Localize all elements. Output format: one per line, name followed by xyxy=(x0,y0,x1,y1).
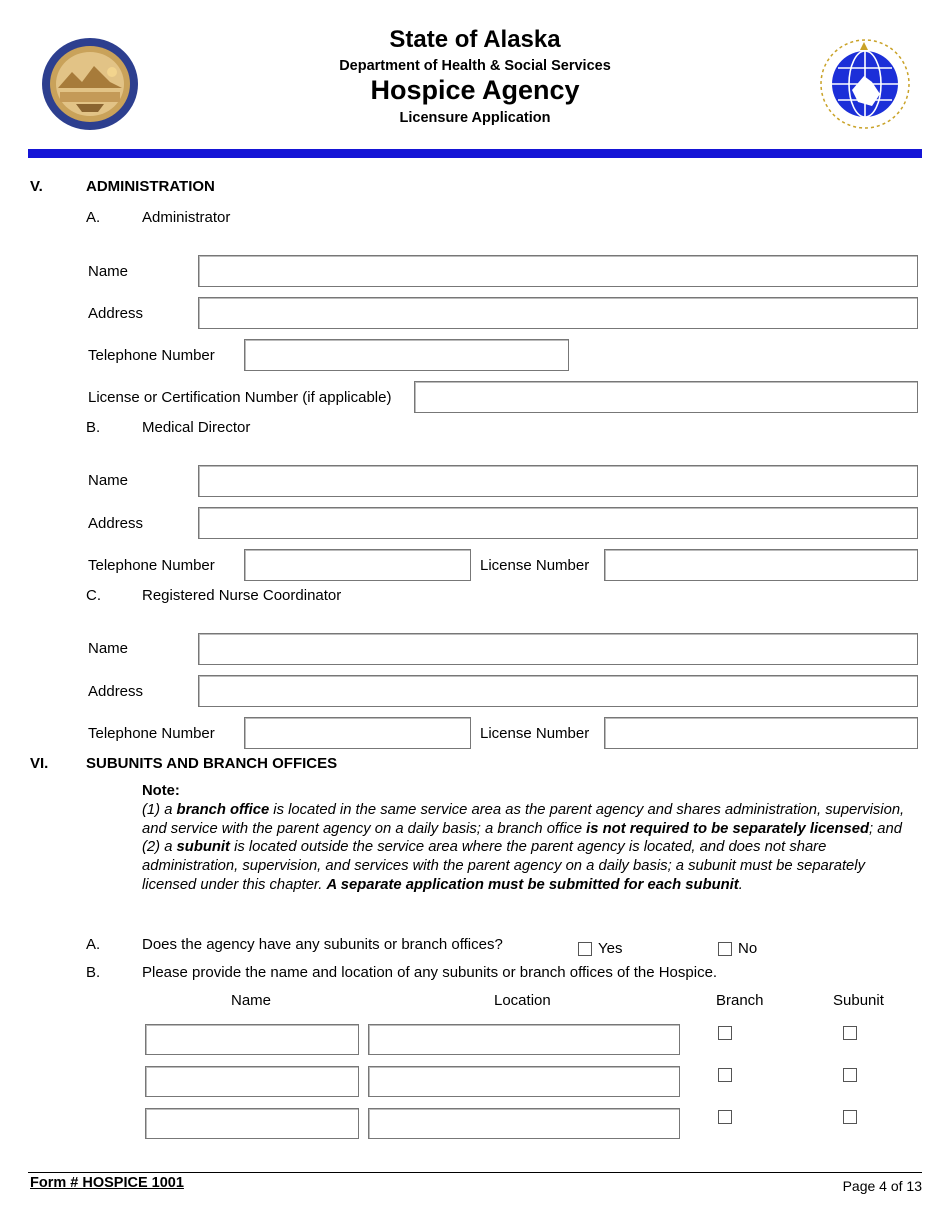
header-divider-bar xyxy=(28,149,922,158)
nurse-telephone-field[interactable] xyxy=(244,717,471,749)
subunit-row-3-location-field[interactable] xyxy=(368,1108,680,1139)
admin-telephone-label: Telephone Number xyxy=(88,347,215,364)
page-number: Page 4 of 13 xyxy=(842,1178,922,1194)
column-header-name: Name xyxy=(231,992,272,1009)
nurse-name-field[interactable] xyxy=(198,633,918,665)
nurse-address-field[interactable] xyxy=(198,675,918,707)
state-title: State of Alaska xyxy=(389,26,561,53)
subunit-row-1-subunit-checkbox[interactable] xyxy=(843,1026,857,1040)
form-number: Form # HOSPICE 1001 xyxy=(30,1175,184,1191)
subunit-row-2-name-field[interactable] xyxy=(145,1066,359,1097)
admin-license-field[interactable] xyxy=(414,381,918,413)
nurse-license-field[interactable] xyxy=(604,717,918,749)
nurse-license-label: License Number xyxy=(480,725,590,742)
dhss-globe-logo xyxy=(814,30,916,134)
medical-name-field[interactable] xyxy=(198,465,918,497)
medical-license-label: License Number xyxy=(480,557,590,574)
no-checkbox[interactable] xyxy=(718,942,732,956)
subunit-row-1-location-field[interactable] xyxy=(368,1024,680,1055)
column-header-subunit: Subunit xyxy=(833,992,884,1009)
column-header-location: Location xyxy=(494,992,551,1009)
footer-divider xyxy=(28,1172,922,1173)
question-a-letter: A. xyxy=(86,936,101,953)
medical-telephone-field[interactable] xyxy=(244,549,471,581)
question-a-text: Does the agency have any subunits or branch offices? xyxy=(142,936,503,953)
yes-label: Yes xyxy=(598,940,623,957)
medical-address-field[interactable] xyxy=(198,507,918,539)
admin-name-label: Name xyxy=(88,263,129,280)
department-title: Department of Health & Social Services xyxy=(339,58,611,74)
no-label: No xyxy=(738,940,758,957)
subunit-row-2-location-field[interactable] xyxy=(368,1066,680,1097)
subsection-a-letter: A. xyxy=(86,209,101,226)
subunit-row-3-branch-checkbox[interactable] xyxy=(718,1110,732,1124)
medical-address-label: Address xyxy=(88,515,144,532)
nurse-name-label: Name xyxy=(88,640,129,657)
subsection-b-title: Medical Director xyxy=(142,419,251,436)
subunit-row-2-branch-checkbox[interactable] xyxy=(718,1068,732,1082)
subunit-row-3-subunit-checkbox[interactable] xyxy=(843,1110,857,1124)
section-v-number: V. xyxy=(30,178,43,195)
admin-name-field[interactable] xyxy=(198,255,918,287)
admin-address-field[interactable] xyxy=(198,297,918,329)
subsection-a-title: Administrator xyxy=(142,209,231,226)
section-v-title: ADMINISTRATION xyxy=(86,178,215,195)
column-header-branch: Branch xyxy=(716,992,764,1009)
admin-address-label: Address xyxy=(88,305,144,322)
subunit-row-3-name-field[interactable] xyxy=(145,1108,359,1139)
question-b-letter: B. xyxy=(86,964,101,981)
section-vi-number: VI. xyxy=(30,755,49,772)
nurse-address-label: Address xyxy=(88,683,144,700)
note-block xyxy=(142,782,917,895)
yes-checkbox[interactable] xyxy=(578,942,592,956)
note-label: Note: xyxy=(142,783,180,799)
subunit-row-1-name-field[interactable] xyxy=(145,1024,359,1055)
nurse-telephone-label: Telephone Number xyxy=(88,725,215,742)
application-subtitle: Licensure Application xyxy=(399,110,551,126)
medical-license-field[interactable] xyxy=(604,549,918,581)
section-vi-title: SUBUNITS AND BRANCH OFFICES xyxy=(86,755,338,772)
medical-name-label: Name xyxy=(88,472,129,489)
admin-license-label: License or Certification Number (if applicable) xyxy=(88,389,392,406)
subsection-c-title: Registered Nurse Coordinator xyxy=(142,587,342,604)
subunit-row-1-branch-checkbox[interactable] xyxy=(718,1026,732,1040)
note-paragraph-2: (2) a subunit is located outside the service area where the parent agency is located, and does not share administration, supervision, and services with the parent agency on a daily basis; a subunit must be separately licensed under this chapter. A separate application must be submitted for each subunit. xyxy=(142,839,865,893)
medical-telephone-label: Telephone Number xyxy=(88,557,215,574)
note-paragraph-1: (1) a branch office is located in the same service area as the parent agency and shares administration, supervision, and service with the parent agency on a daily basis; a branch office is not required to be separately licensed; and xyxy=(142,801,905,837)
subunit-row-2-subunit-checkbox[interactable] xyxy=(843,1068,857,1082)
subsection-c-letter: C. xyxy=(86,587,101,604)
admin-telephone-field[interactable] xyxy=(244,339,569,371)
subsection-b-letter: B. xyxy=(86,419,101,436)
question-b-text: Please provide the name and location of any subunits or branch offices of the Hospice. xyxy=(142,964,718,981)
agency-title: Hospice Agency xyxy=(370,75,580,105)
